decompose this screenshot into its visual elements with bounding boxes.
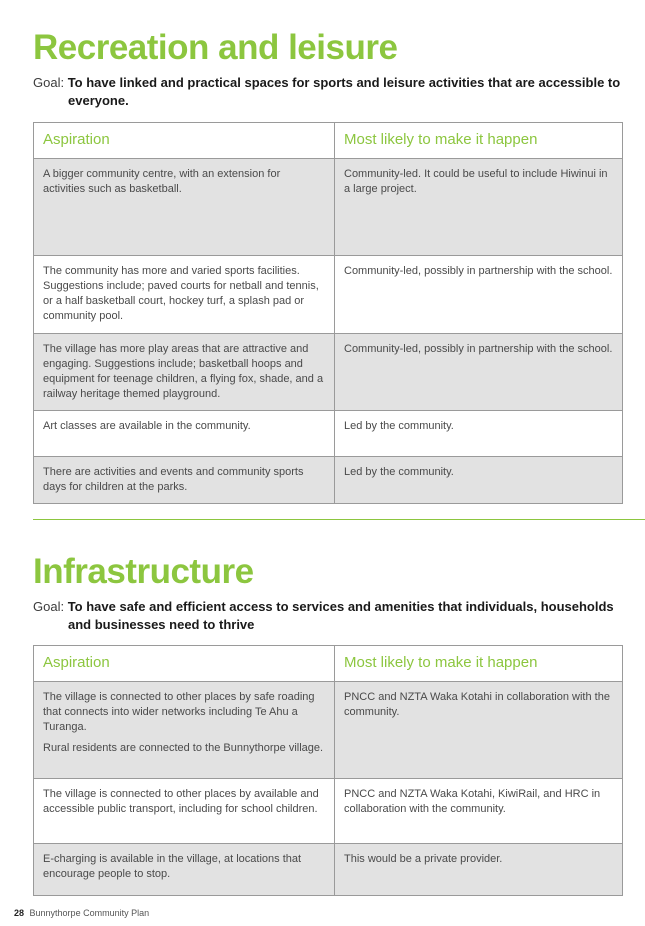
- header-responsible: Most likely to make it happen: [335, 123, 623, 159]
- header-aspiration: Aspiration: [34, 123, 335, 159]
- table-header-row: [34, 123, 623, 159]
- responsible-cell: Led by the community.: [335, 411, 623, 457]
- section-divider: [33, 519, 645, 520]
- recreation-table: [33, 122, 623, 504]
- recreation-goal: [33, 74, 623, 110]
- aspiration-cell: There are activities and events and community sports days for children at the parks.: [34, 457, 335, 504]
- responsible-cell: Community-led, possibly in partnership with the school.: [335, 256, 623, 334]
- aspiration-cell: [34, 682, 335, 779]
- aspiration-cell: Art classes are available in the community.: [34, 411, 335, 457]
- page-number: 28: [14, 908, 25, 918]
- table-row: [34, 334, 623, 411]
- table-row: [34, 159, 623, 256]
- goal-text: To have safe and efficient access to services and amenities that individuals, households and businesses need to thrive: [67, 599, 614, 632]
- aspiration-cell: The community has more and varied sports facilities. Suggestions include; paved courts for netball and tennis, or a half basketball court, hockey turf, a splash pad or community pool.: [34, 256, 335, 334]
- responsible-cell: PNCC and NZTA Waka Kotahi in collaboration with the community.: [335, 682, 623, 779]
- aspiration-paragraph: The village is connected to other places by safe roading that connects into wider networks including Te Ahu a Turanga.: [43, 691, 315, 733]
- recreation-section: [33, 30, 623, 110]
- table-row: [34, 844, 623, 896]
- header-aspiration: Aspiration: [34, 646, 335, 682]
- table-row: [34, 256, 623, 334]
- responsible-cell: PNCC and NZTA Waka Kotahi, KiwiRail, and HRC in collaboration with the community.: [335, 779, 623, 844]
- aspiration-cell: E-charging is available in the village, at locations that encourage people to stop.: [34, 844, 335, 896]
- table-row: [34, 682, 623, 779]
- infrastructure-section: [33, 554, 623, 634]
- aspiration-cell: The village is connected to other places by available and accessible public transport, including for school children.: [34, 779, 335, 844]
- table-row: [34, 457, 623, 504]
- responsible-cell: Community-led. It could be useful to include Hiwinui in a large project.: [335, 159, 623, 256]
- goal-label: Goal:: [33, 75, 65, 90]
- aspiration-paragraph: Rural residents are connected to the Bunnythorpe village.: [43, 742, 324, 754]
- page-footer: [14, 908, 149, 918]
- responsible-cell: Led by the community.: [335, 457, 623, 504]
- goal-text: To have linked and practical spaces for sports and leisure activities that are accessible to everyone.: [67, 75, 621, 108]
- infrastructure-title: Infrastructure: [33, 552, 254, 591]
- table-row: [34, 411, 623, 457]
- aspiration-cell: The village has more play areas that are attractive and engaging. Suggestions include; basketball hoops and equipment for teenage children, a flying fox, shade, and a railway heritage themed playground.: [34, 334, 335, 411]
- responsible-cell: Community-led, possibly in partnership with the school.: [335, 334, 623, 411]
- infrastructure-goal: [33, 598, 623, 634]
- goal-label: Goal:: [33, 599, 65, 614]
- document-title: Bunnythorpe Community Plan: [29, 908, 150, 918]
- aspiration-cell: A bigger community centre, with an extension for activities such as basketball.: [34, 159, 335, 256]
- infrastructure-table: [33, 645, 623, 896]
- responsible-cell: This would be a private provider.: [335, 844, 623, 896]
- table-header-row: [34, 646, 623, 682]
- header-responsible: Most likely to make it happen: [335, 646, 623, 682]
- table-row: [34, 779, 623, 844]
- recreation-title: Recreation and leisure: [33, 28, 398, 67]
